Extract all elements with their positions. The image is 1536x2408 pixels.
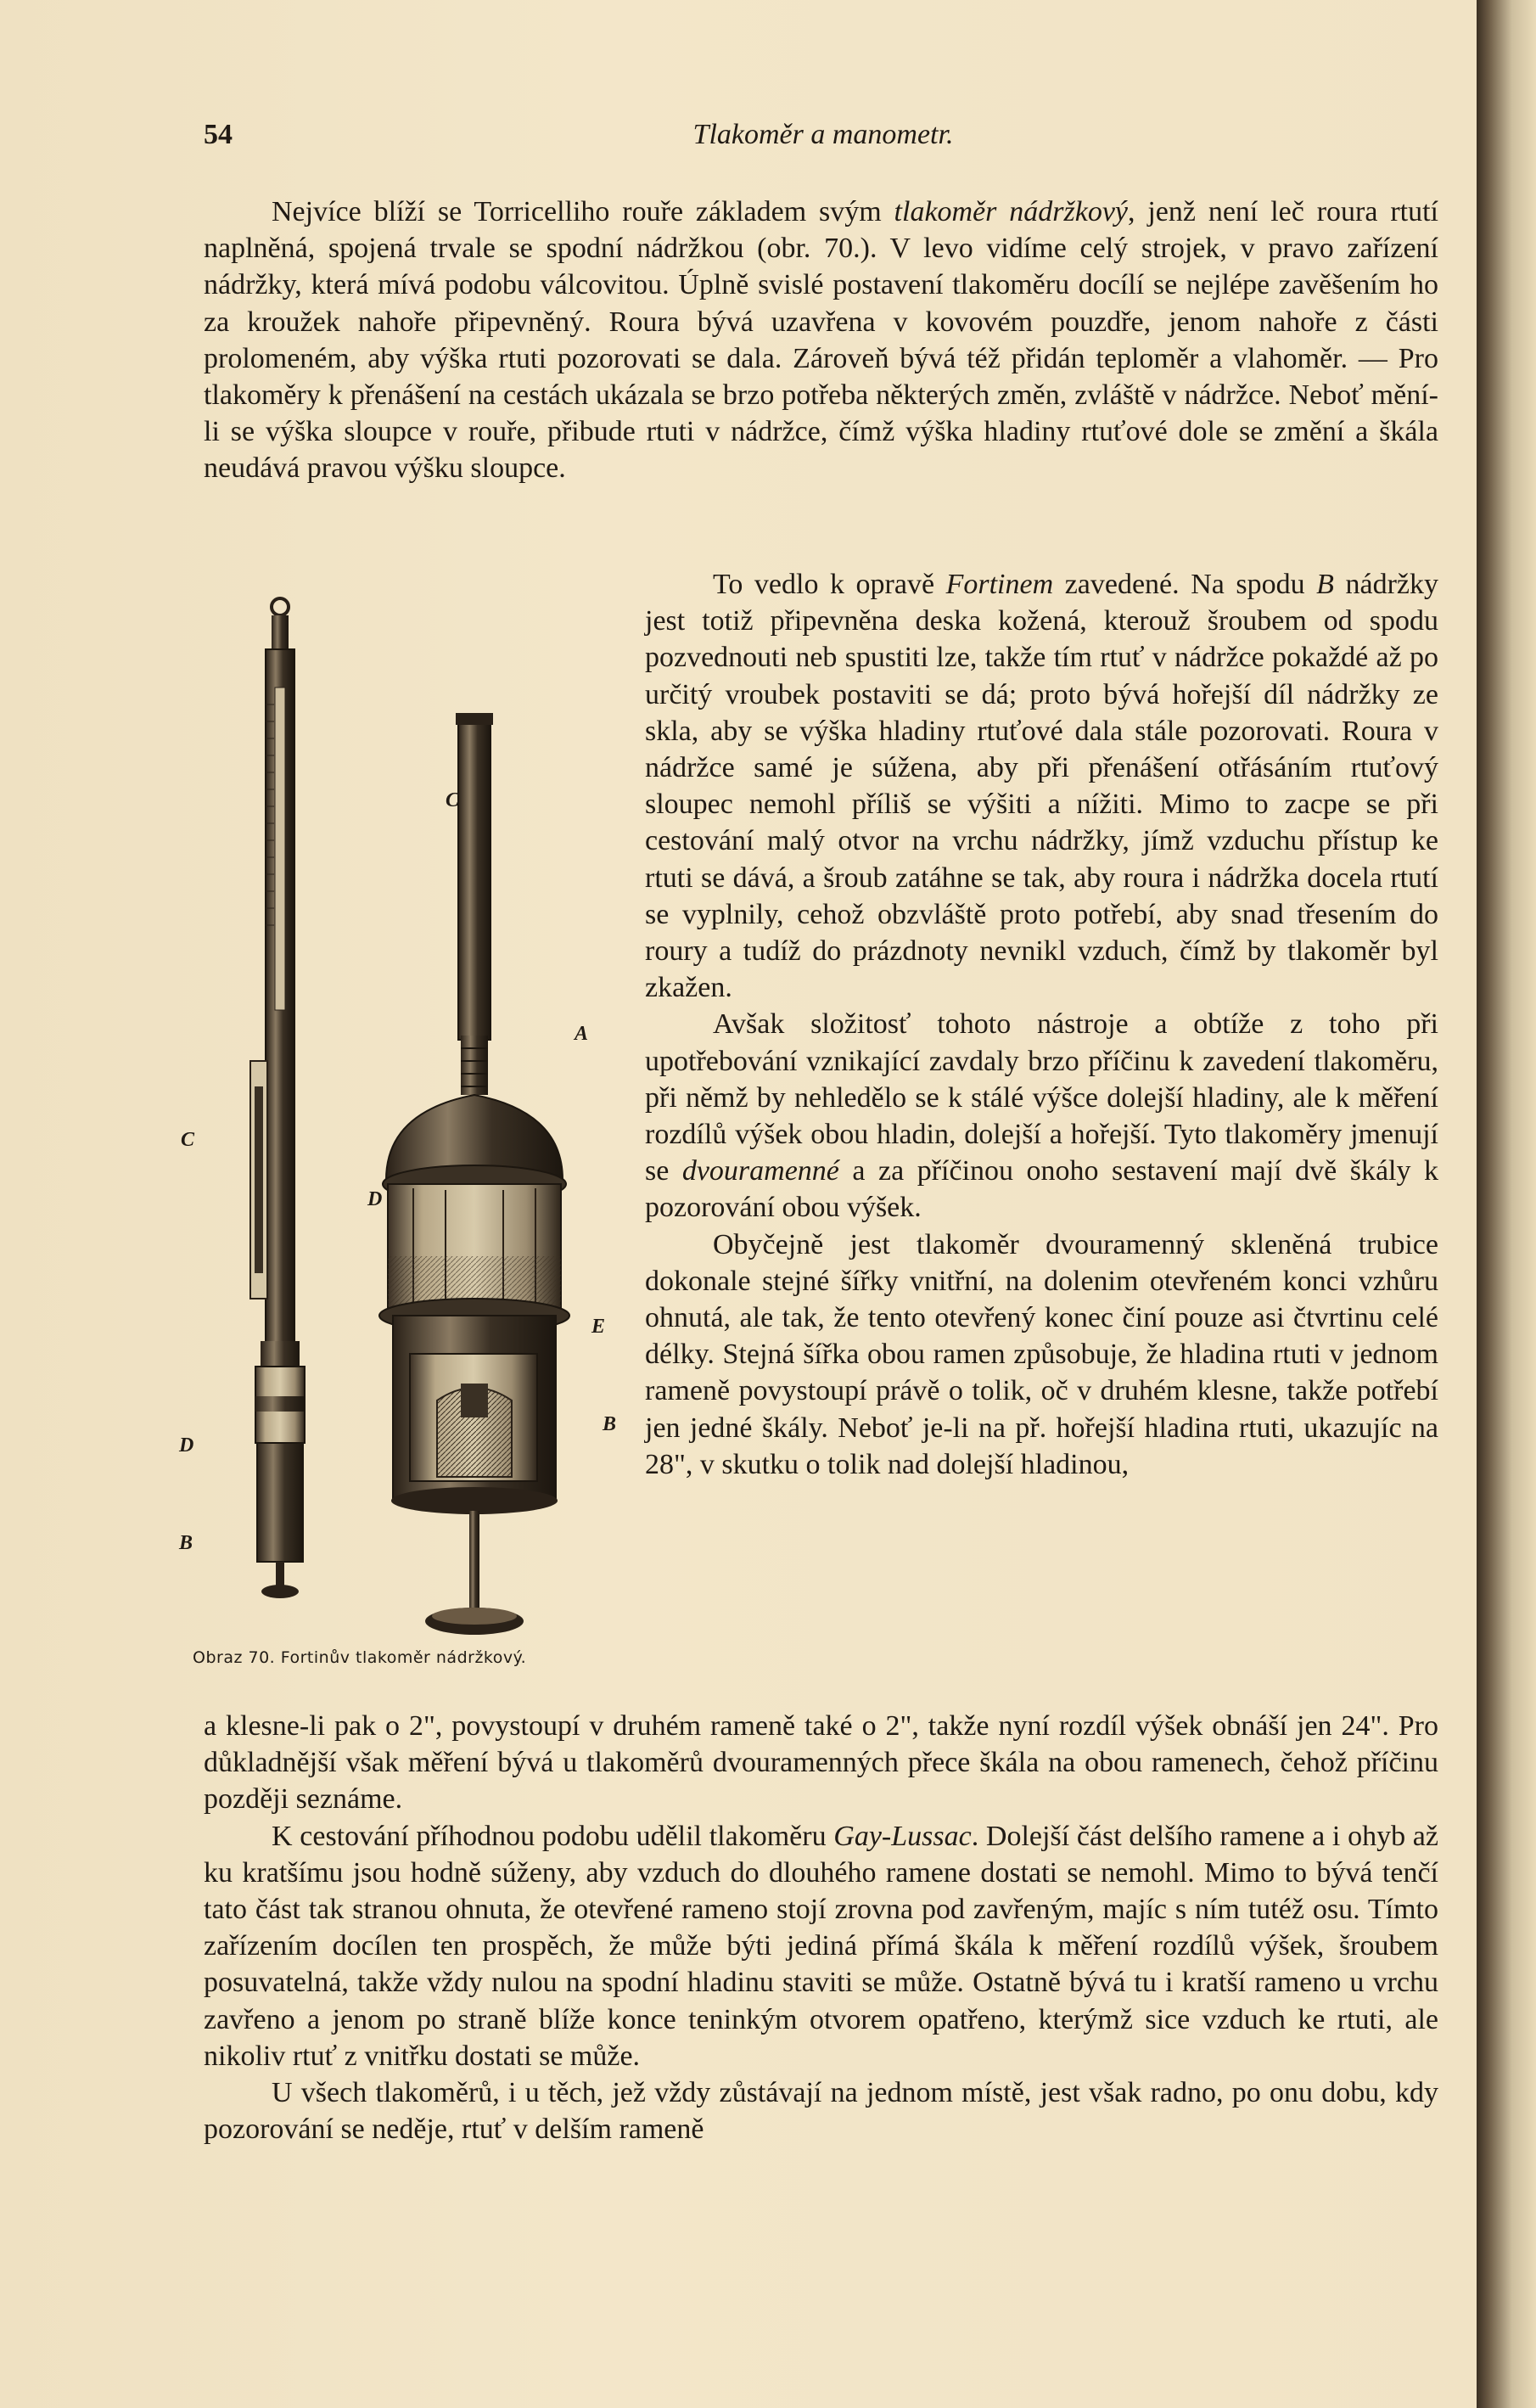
label-d-right: D xyxy=(367,1188,383,1210)
paragraph: a klesne-li pak o 2", povystoupí v druhém rameně také o 2", takže nyní rozdíl výšek obnáší jen 24". Pro důkladnější však měření bývá u tlakoměrů dvouramenných přece škála na obou ramenech, čehož příčinu později seznáme. xyxy=(204,1710,1438,1816)
page-header xyxy=(204,119,1443,161)
label-b-right: B xyxy=(603,1413,617,1435)
label-a-right: A xyxy=(575,1023,589,1045)
label-c-right: C xyxy=(446,789,460,811)
figure-caption: Obraz 70. Fortinův tlakoměr nádržkový. xyxy=(193,1648,527,1667)
paragraph: Obyčejně jest tlakoměr dvouramenný skleněná trubice dokonale stejné šířky vnitřní, na dolenim otevřeném konci vzhůru ohnutá, ale tak, že tento otevřený konec činí pouze asi čtvrtinu celé délky. Stejná šířka obou ramen způsobuje, že hladina rtuti v jednom rameně povystoupí právě o tolik, oč v druhém klesne, takže potřebí jen jedné škály. Neboť je-li na př. hořejší hladina rtuti, ukazujíc na 28", v skutku o tolik nad dolejší hladinou, xyxy=(645,1228,1438,1480)
figure-70 xyxy=(179,586,628,1689)
page-edge-shadow xyxy=(1477,0,1536,2408)
text-block-top xyxy=(204,194,1438,487)
label-d-left: D xyxy=(179,1434,194,1457)
barometer-illustration xyxy=(191,586,628,1642)
label-b-left: B xyxy=(179,1532,193,1554)
page-number: 54 xyxy=(204,119,233,150)
paragraph: K cestování příhodnou podobu udělil tlakoměru Gay-Lussac. Dolejší část delšího ramene a i ohyb až ku kratšímu jsou hodně súženy, aby vzduch do dlouhého ramene dostati se nemohl. Mimo to bývá tenčí tato část tak stranou ohnuta, že otevřené rameno stojí zrovna pod zavřeným, majíc s ním tutéž osu. Tímto zařízením docílen ten prospěch, že může býti jediná přímá škála k měření rozdílů výšek, šroubem posuvatelná, takže vždy nulou na spodní hladinu staviti se může. Ostatně bývá tu i kratší rameno u vrchu zavřeno a jenom po straně blíže konce teninkým otvorem opatřeno, kterýmž sice vzduch ke rtuti, ale nikoliv rtuť z vnitřku dostati se může. xyxy=(204,1820,1438,2072)
paragraph: U všech tlakoměrů, i u těch, jež vždy zůstávají na jednom místě, jest však radno, po onu dobu, kdy pozorování se neděje, rtuť v delším rameně xyxy=(204,2077,1438,2146)
label-e-right: E xyxy=(591,1316,606,1338)
full-barometer-drawing xyxy=(250,598,305,1598)
text-block-bottom xyxy=(204,1708,1438,2147)
paragraph: Avšak složitosť tohoto nástroje a obtíže z toho při upotřebování vznikající zavdaly brzo příčinu k zavedení tlakoměru, při němž by nehledělo se k stálé výšce dolejší hladiny, ale k měření rozdílů výšek obou hladin, dolejší a hořejší. Tyto tlakoměry jmenují se dvouramenné a za příčinou onoho sestavení mají dvě škály k pozorování obou výšek. xyxy=(645,1008,1438,1224)
text-block-beside-figure xyxy=(645,566,1438,1483)
running-title: Tlakoměr a manometr. xyxy=(692,119,954,150)
paragraph: To vedlo k opravě Fortinem zavedené. Na spodu B nádržky jest totiž připevněna deska kožená, kterouž šroubem od spodu pozvednouti neb spustiti lze, takže tím rtuť v nádržce pokaždé až po určitý vroubek postaviti se dá; proto bývá hořejší díl nádržky ze skla, aby se výška hladiny rtuťové dala stále pozorovati. Roura v nádržce samé je súžena, aby při přenášení otřásáním rtuťový sloupec nemohl příliš se výšiti a nížiti. Mimo to zacpe se při cestování malý otvor na vrchu nádržky, jímž vzduchu přístup ke rtuti se dává, a šroub zatáhne se tak, aby roura i nádržka docela rtutí se vyplnily, cehož obzvláště proto potřebí, aby snad třesením do roury a tudíž do prázdnoty nevnikl vzduch, čímž by tlakoměr byl zkažen. xyxy=(645,569,1438,1004)
label-c-left: C xyxy=(181,1129,195,1151)
paragraph: Nejvíce blíží se Torricelliho rouře základem svým tlakoměr nádržkový, jenž není leč roura rtutí naplněná, spojená trvale se spodní nádržkou (obr. 70.). V levo vidíme celý strojek, v pravo zařízení nádržky, která mívá podobu válcovitou. Úplně svislé postavení tlakoměru docílí se nejlépe zavěšením ho za kroužek nahoře připevněný. Roura bývá uzavřena v kovovém pouzdře, jenom nahoře z části prolomeném, aby výška rtuti pozorovati se dala. Zároveň bývá též přidán teploměr a vlahoměr. — Pro tlakoměry k přenášení na cestách ukázala se brzo potřeba některých změn, zvláště v nádržce. Neboť mění-li se výška sloupce v rouře, přibude rtuti v nádržce, čímž výška hladiny rtuťové dole se změní a škála neudává pravou výšku sloupce. xyxy=(204,196,1438,485)
cistern-detail-drawing xyxy=(379,713,569,1635)
